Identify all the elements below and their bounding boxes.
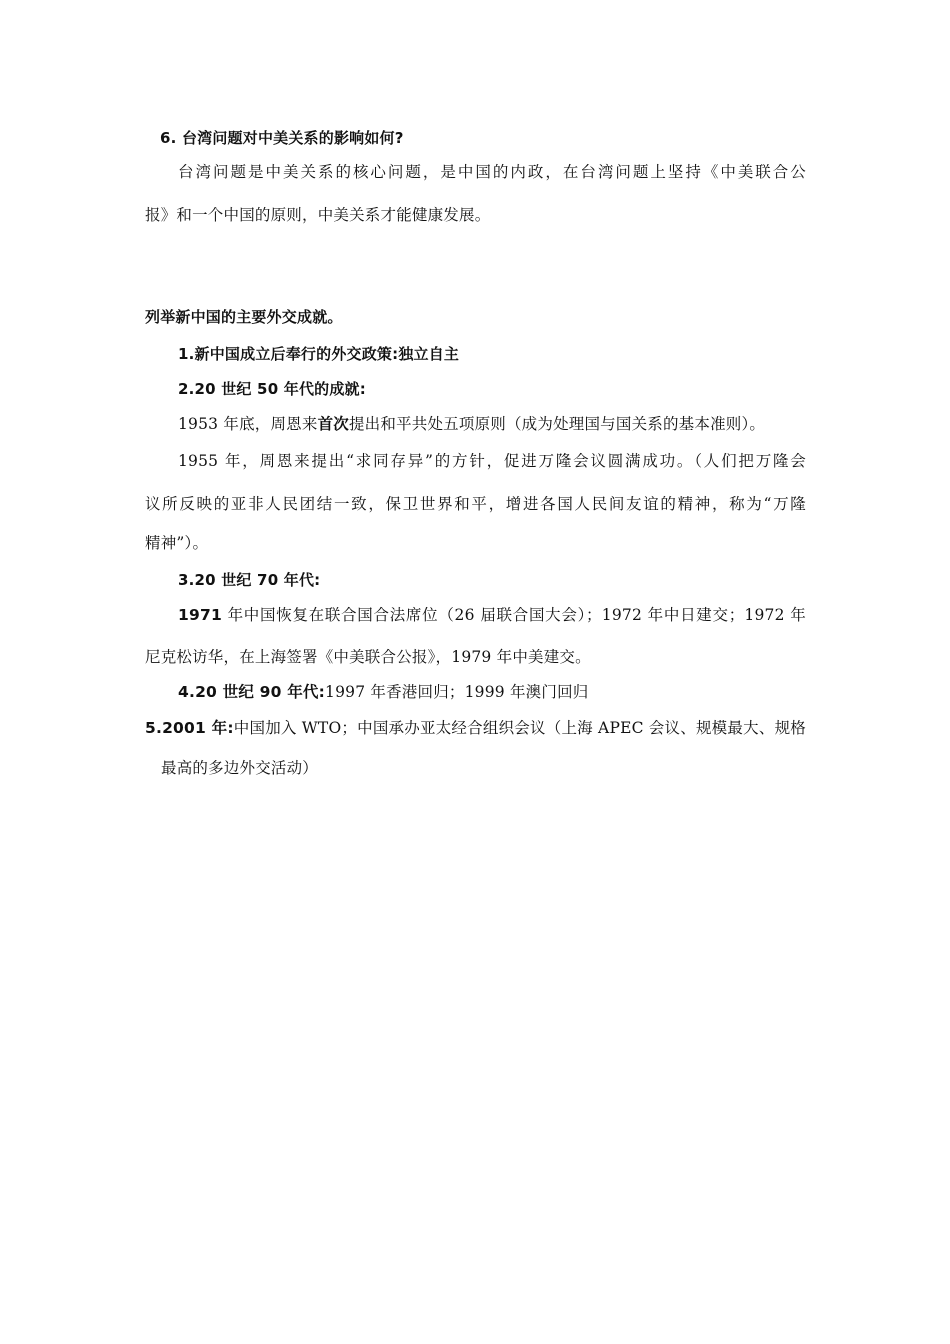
emphasis-text: 首次 <box>317 415 349 433</box>
list-item-2-paragraph-1 <box>178 414 765 434</box>
answer-paragraph-line: 报》和一个中国的原则，中美关系才能健康发展。 <box>145 206 491 224</box>
section-title: 列举新中国的主要外交成就。 <box>145 308 343 326</box>
text-segment: 中国加入 WTO；中国承办亚太经合组织会议（上海 APEC 会议、规模最大、规格 <box>233 719 806 737</box>
list-item-2-heading: 2.20 世纪 50 年代的成就: <box>178 380 366 398</box>
emphasis-text: 1971 <box>178 606 222 624</box>
text-segment: 1953 年底，周恩来 <box>178 415 318 433</box>
question-heading: 6. 台湾问题对中美关系的影响如何? <box>160 129 404 147</box>
list-item-3-heading: 3.20 世纪 70 年代: <box>178 571 321 589</box>
list-item-1: 1.新中国成立后奉行的外交政策:独立自主 <box>178 345 460 363</box>
list-item-2-paragraph-2-line: 1955 年，周恩来提出“求同存异”的方针，促进万隆会议圆满成功。（人们把万隆会 <box>178 452 806 470</box>
item-heading: 5.2001 年: <box>145 719 234 737</box>
list-item-2-paragraph-2-line: 议所反映的亚非人民团结一致，保卫世界和平，增进各国人民间友谊的精神，称为“万隆 <box>145 495 806 513</box>
answer-paragraph-line: 台湾问题是中美关系的核心问题，是中国的内政，在台湾问题上坚持《中美联合公 <box>178 163 806 181</box>
item-heading: 4.20 世纪 90 年代: <box>178 683 326 701</box>
text-segment: 1997 年香港回归；1999 年澳门回归 <box>325 683 589 701</box>
list-item-3-line <box>178 605 806 625</box>
list-item-5-line: 最高的多边外交活动） <box>161 759 319 777</box>
list-item-3-line: 尼克松访华，在上海签署《中美联合公报》，1979 年中美建交。 <box>145 648 591 666</box>
list-item-2-paragraph-2-line: 精神”）。 <box>145 534 209 552</box>
text-segment: 提出和平共处五项原则（成为处理国与国关系的基本准则）。 <box>348 415 766 433</box>
list-item-5-line <box>145 718 806 738</box>
text-segment: 年中国恢复在联合国合法席位（26 届联合国大会）；1972 年中日建交；1972 年 <box>221 606 806 624</box>
list-item-4 <box>178 682 588 702</box>
